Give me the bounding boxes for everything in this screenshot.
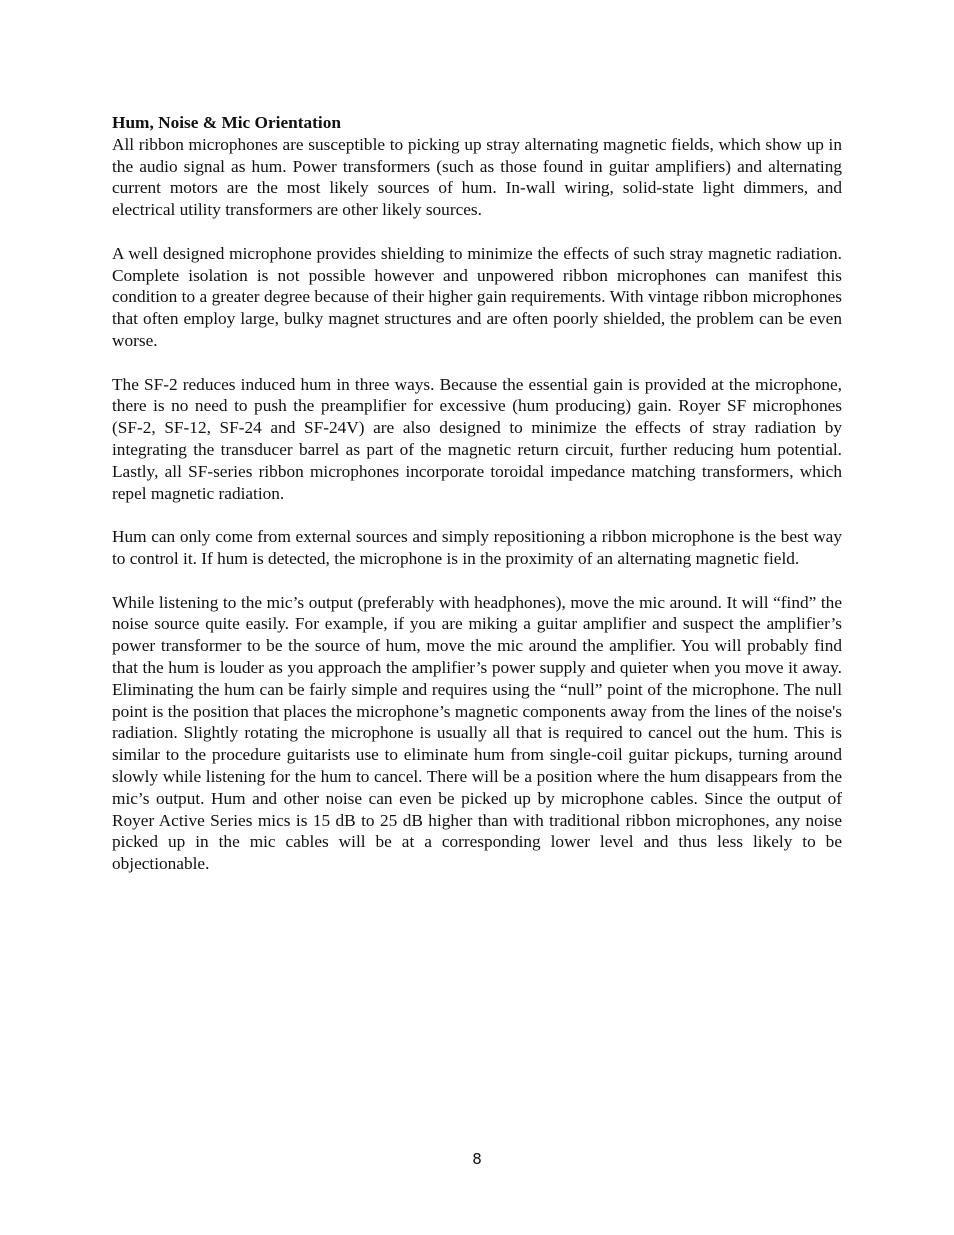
section-heading: Hum, Noise & Mic Orientation [112, 113, 341, 132]
paragraph-hum-sources: All ribbon microphones are susceptible to picking up stray alternating magnetic fields, which show up in the audio signal as hum. Power transformers (such as those found in guitar amplifiers) and alternating current motors are the most likely sources of hum. In-wall wiring, solid-state light dimmers, and electrical utility transformers are other likely sources. [112, 134, 842, 220]
paragraph-shielding: A well designed microphone provides shielding to minimize the effects of such stray magnetic radiation. Complete isolation is not possible however and unpowered ribbon microphones can manifest this condition to a greater degree because of their higher gain requirements. With vintage ribbon microphones that often employ large, bulky magnet structures and are often poorly shielded, the problem can be even worse. [112, 243, 842, 350]
page-content [112, 112, 842, 897]
page-number: 8 [472, 1150, 482, 1168]
paragraph-null-point: While listening to the mic’s output (preferably with headphones), move the mic around. It will “find” the noise source quite easily. For example, if you are miking a guitar amplifier and suspect the amplifier’s power transformer to be the source of hum, move the mic around the amplifier. You will probably find that the hum is louder as you approach the amplifier’s power supply and quieter when you move it away. Eliminating the hum can be fairly simple and requires using the “null” point of the microphone. The null point is the position that places the microphone’s magnetic components away from the lines of the noise's radiation. Slightly rotating the microphone is usually all that is required to cancel out the hum. This is similar to the procedure guitarists use to eliminate hum from single-coil guitar pickups, turning around slowly while listening for the hum to cancel. There will be a position where the hum disappears from the mic’s output. Hum and other noise can even be picked up by microphone cables. Since the output of Royer Active Series mics is 15 dB to 25 dB higher than with traditional ribbon microphones, any noise picked up in the mic cables will be at a corresponding lower level and thus less likely to be objectionable. [112, 592, 842, 874]
paragraph-sf2-hum-reduction: The SF-2 reduces induced hum in three ways. Because the essential gain is provided at the microphone, there is no need to push the preamplifier for excessive (hum producing) gain. Royer SF microphones (SF-2, SF-12, SF-24 and SF-24V) are also designed to minimize the effects of stray radiation by integrating the transducer barrel as part of the magnetic return circuit, further reducing hum potential. Lastly, all SF-series ribbon microphones incorporate toroidal impedance matching transformers, which repel magnetic radiation. [112, 374, 842, 503]
paragraph-repositioning: Hum can only come from external sources and simply repositioning a ribbon microphone is the best way to control it. If hum is detected, the microphone is in the proximity of an alternating magnetic field. [112, 527, 842, 568]
